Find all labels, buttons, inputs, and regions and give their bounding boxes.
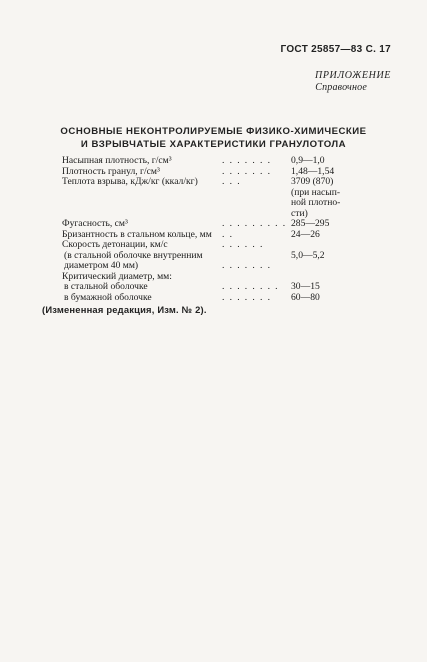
row-value: сти)	[291, 207, 308, 219]
row-dots: . . . . . .	[222, 240, 264, 250]
amendment-note: (Измененная редакция, Изм. № 2).	[42, 304, 207, 315]
table-row	[62, 282, 372, 293]
appendix-label	[315, 70, 391, 93]
appendix-subtitle: Справочное	[315, 82, 367, 93]
appendix-title: ПРИЛОЖЕНИЕ	[315, 70, 391, 81]
standard-header: ГОСТ 25857—83 С. 17	[280, 44, 391, 55]
row-label: Насыпная плотность, г/см³	[62, 155, 172, 166]
row-dots: . . . . . . .	[222, 156, 272, 166]
row-dots: . . . . . . .	[222, 292, 272, 303]
table-row	[62, 240, 372, 251]
row-value: 285—295	[291, 218, 330, 229]
row-label: в бумажной оболочке	[64, 291, 152, 303]
row-label: Фугасность, см³	[62, 218, 128, 229]
row-value: 0,9—1,0	[291, 155, 325, 166]
row-value: 24—26	[291, 228, 320, 240]
row-dots: . . . . . . .	[222, 261, 272, 271]
row-label: в стальной оболочке	[64, 281, 148, 292]
row-label: Теплота взрыва, кДж/кг (ккал/кг)	[62, 176, 198, 187]
section-title-line-1: ОСНОВНЫЕ НЕКОНТРОЛИРУЕМЫЕ ФИЗИКО-ХИМИЧЕСКИЕ	[60, 126, 367, 137]
table-row	[62, 219, 372, 230]
row-dots: . . .	[222, 177, 241, 187]
characteristics-list	[62, 156, 372, 303]
table-row	[62, 177, 372, 188]
row-value: 3709 (870)	[291, 176, 334, 187]
row-value: (при насып-	[291, 186, 341, 198]
row-label: Плотность гранул, г/см³	[62, 165, 160, 177]
row-value: 60—80	[291, 291, 320, 303]
table-row	[62, 261, 372, 272]
row-label: диаметром 40 мм)	[64, 260, 139, 271]
row-value: 5,0—5,2	[291, 249, 325, 261]
row-dots: . . . . . . . .	[222, 282, 279, 292]
row-label: Критический диаметр, мм:	[62, 270, 172, 282]
row-dots: . . . . . . .	[222, 166, 272, 177]
row-value: ной плотно-	[291, 197, 341, 208]
row-label: (в стальной оболочке внутренним	[64, 249, 203, 261]
row-value: 1,48—1,54	[291, 165, 335, 177]
section-title	[30, 125, 397, 151]
row-dots: . . . . . . . . .	[222, 219, 287, 229]
table-row	[62, 293, 372, 304]
table-row	[62, 156, 372, 167]
row-dots: . .	[222, 229, 234, 240]
row-label: Бризантность в стальном кольце, мм	[62, 228, 212, 240]
section-title-line-2: И ВЗРЫВЧАТЫЕ ХАРАКТЕРИСТИКИ ГРАНУЛОТОЛА	[80, 139, 347, 150]
row-label: Скорость детонации, км/с	[62, 239, 168, 250]
table-row	[62, 198, 372, 209]
row-value: 30—15	[291, 281, 320, 292]
